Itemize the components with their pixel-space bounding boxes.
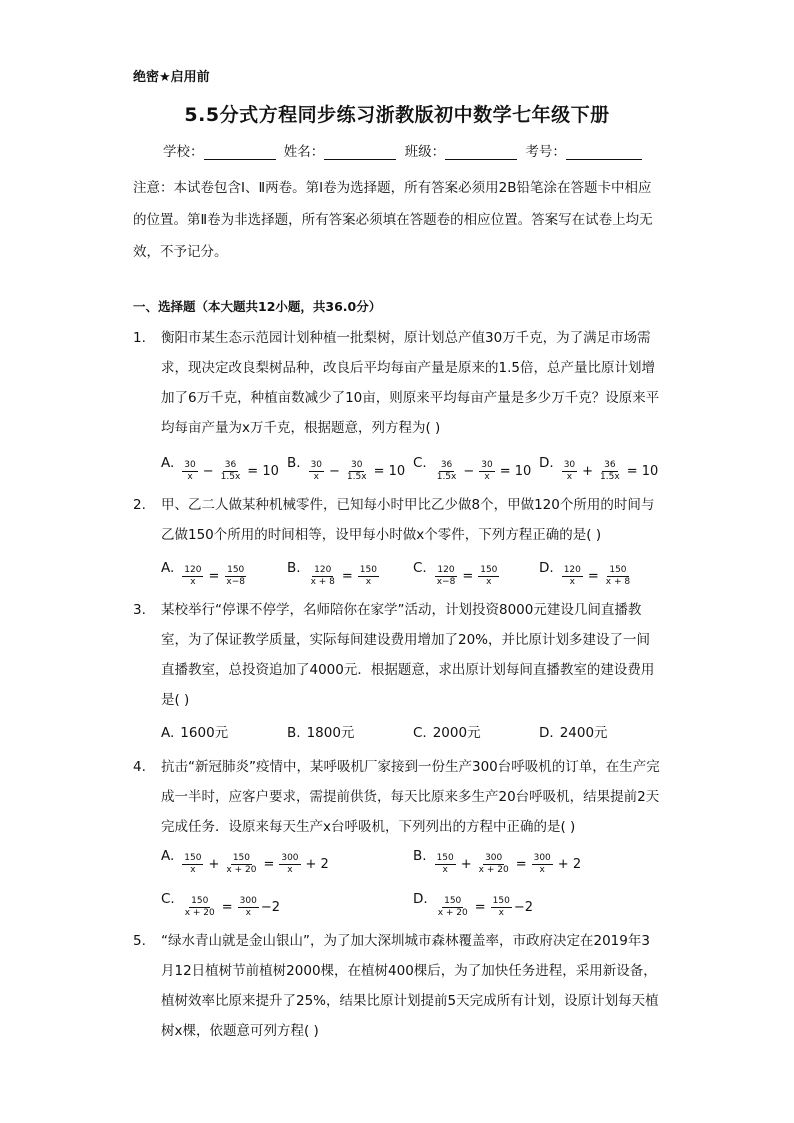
question-number: 4.	[133, 759, 146, 775]
q4-option-b[interactable]: B. $\frac{150}{x}$ + $\frac{300}{x + 20}$ = $\frac{300}{x}$ + 2	[413, 848, 582, 875]
class-label: 班级：	[404, 144, 446, 160]
question-text: 某校举行“停课不停学，名师陪你在家学”活动，计划投资8000元建设几间直播教室，为了保证教学质量，实际每间建设费用增加了20%，并比原计划多建设了一间直播教室，总投资追加了4000元．根据题意，求出原计划每间直播教室的建设费用是( )	[161, 602, 655, 708]
q3-option-a[interactable]: A. 1600元	[161, 725, 229, 741]
question-number: 5.	[133, 933, 146, 949]
q2-option-b[interactable]: B. $\frac{120}{x + 8}$ = $\frac{150}{x}$	[287, 560, 377, 587]
secret-label: 绝密★启用前	[133, 70, 210, 85]
q4-option-c[interactable]: C. $\frac{150}{x + 20}$ = $\frac{300}{x}$ −2	[161, 891, 281, 918]
exam-no-blank[interactable]	[566, 145, 642, 160]
name-label: 姓名：	[283, 144, 325, 160]
notice-text: 注意：本试卷包含Ⅰ、Ⅱ两卷。第Ⅰ卷为选择题，所有答案必须用2B铅笔涂在答题卡中相应的位置。第Ⅱ卷为非选择题，所有答案必须填在答题卷的相应位置。答案写在试卷上均无效，不予记分。	[133, 180, 653, 260]
question-text: 衡阳市某生态示范园计划种植一批梨树，原计划总产值30万千克，为了满足市场需求，现决定改良梨树品种，改良后平均每亩产量是原来的1.5倍，总产量比原计划增加了6万千克，种植亩数减少了10亩，则原来平均每亩产量是多少万千克？设原来平均每亩产量为x万千克，根据题意，列方程为( )	[161, 330, 660, 436]
school-blank[interactable]	[204, 145, 276, 160]
question-text: 抗击“新冠肺炎”疫情中，某呼吸机厂家接到一份生产300台呼吸机的订单，在生产完成一半时，应客户要求，需提前供货，每天比原来多生产20台呼吸机，结果提前2天完成任务．设原来每天生产x台呼吸机，下列列出的方程中正确的是( )	[161, 759, 660, 835]
question-1	[133, 323, 663, 443]
student-info-fields	[163, 140, 646, 160]
q4-option-d[interactable]: D. $\frac{150}{x + 20}$ = $\frac{150}{x}$ −2	[413, 891, 533, 918]
question-5	[133, 926, 663, 1046]
q3-option-b[interactable]: B. 1800元	[287, 725, 355, 741]
q2-option-a[interactable]: A. $\frac{120}{x}$ = $\frac{150}{x-8}$	[161, 560, 245, 587]
question-number: 1.	[133, 330, 146, 346]
q1-option-b[interactable]: B. $\frac{30}{x}$ − $\frac{30}{1.5x}$ = 10	[287, 455, 406, 482]
question-2	[133, 490, 663, 550]
question-text: 甲、乙二人做某种机械零件，已知每小时甲比乙少做8个，甲做120个所用的时间与乙做150个所用的时间相等，设甲每小时做x个零件，下列方程正确的是( )	[161, 497, 655, 543]
question-4	[133, 752, 663, 842]
q1-option-d[interactable]: D. $\frac{30}{x}$ + $\frac{36}{1.5x}$ = 10	[539, 455, 659, 482]
section-heading: 一、选择题（本大题共12小题，共36.0分）	[133, 299, 382, 314]
q1-option-c[interactable]: C. $\frac{36}{1.5x}$ − $\frac{30}{x}$ = 10	[413, 455, 532, 482]
q2-option-d[interactable]: D. $\frac{120}{x}$ = $\frac{150}{x + 8}$	[539, 560, 631, 587]
page-title: 5.5分式方程同步练习浙教版初中数学七年级下册	[184, 104, 610, 126]
question-text: “绿水青山就是金山银山”，为了加大深圳城市森林覆盖率，市政府决定在2019年3月12日植树节前植树2000棵，在植树400棵后，为了加快任务进程，采用新设备，植树效率比原来提升了25%，结果比原计划提前5天完成所有计划，设原计划每天植树x棵，依题意可列方程( )	[161, 933, 659, 1039]
school-label: 学校：	[163, 144, 204, 160]
q3-option-c[interactable]: C. 2000元	[413, 725, 481, 741]
class-blank[interactable]	[445, 145, 517, 160]
name-blank[interactable]	[324, 145, 396, 160]
q4-option-a[interactable]: A. $\frac{150}{x}$ + $\frac{150}{x + 20}$ = $\frac{300}{x}$ + 2	[161, 848, 329, 875]
q3-option-d[interactable]: D. 2400元	[539, 725, 608, 741]
q2-option-c[interactable]: C. $\frac{120}{x-8}$ = $\frac{150}{x}$	[413, 560, 498, 587]
question-number: 2.	[133, 497, 146, 513]
exam-no-label: 考号：	[525, 144, 566, 160]
q1-option-a[interactable]: A. $\frac{30}{x}$ − $\frac{36}{1.5x}$ = 10	[161, 455, 279, 482]
question-3	[133, 595, 663, 715]
question-number: 3.	[133, 602, 146, 618]
